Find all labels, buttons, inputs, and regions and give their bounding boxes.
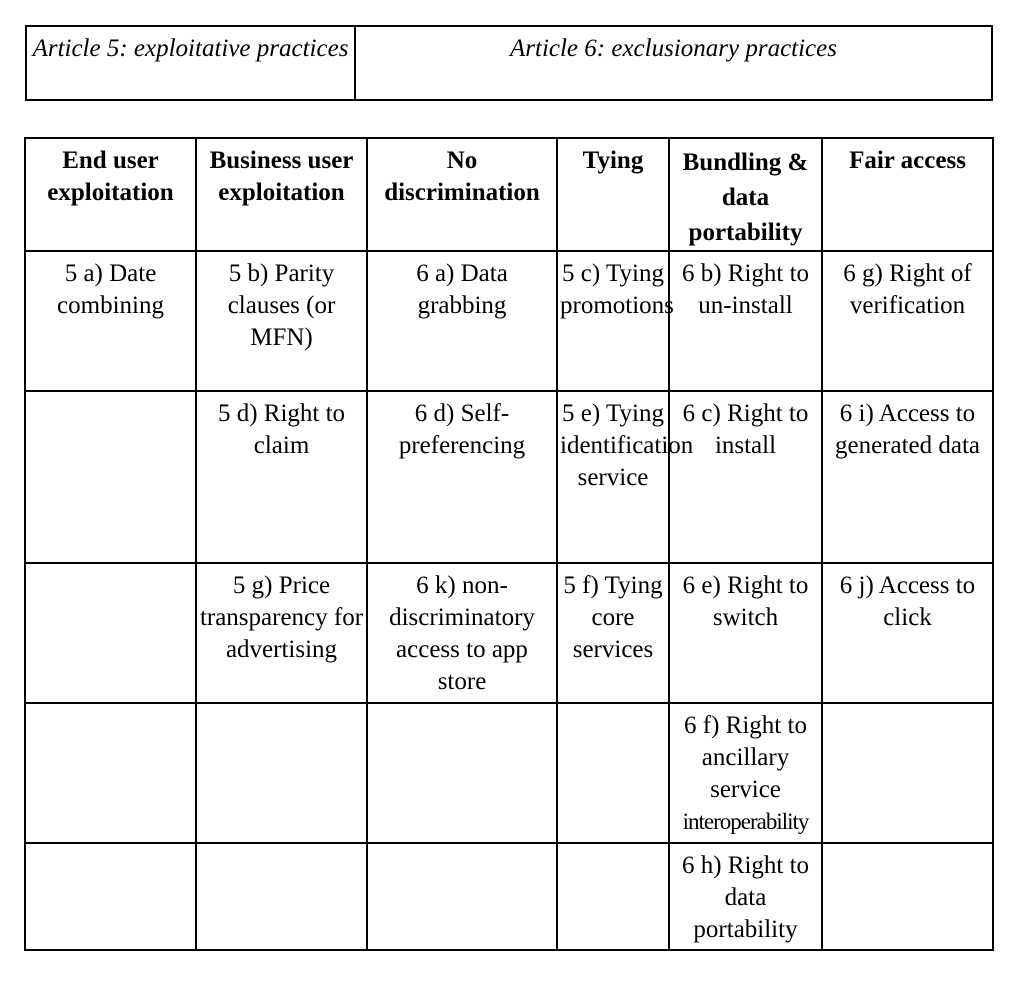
table-cell <box>196 703 367 843</box>
table-cell: 6 i) Access to generated data <box>822 391 993 563</box>
table-cell: 6 e) Right to switch <box>669 563 822 703</box>
table-row <box>25 843 993 950</box>
table-cell <box>25 703 196 843</box>
table-cell: 5 c) Tying promotions <box>557 251 669 391</box>
table-cell: 6 d) Self-preferencing <box>367 391 557 563</box>
table-row <box>25 251 993 391</box>
header-no-discrimination: No discrimination <box>367 138 557 251</box>
article-5-header: Article 5: exploitative practices <box>26 26 355 100</box>
table-cell: 6 b) Right to un-install <box>669 251 822 391</box>
table-cell: 5 d) Right to claim <box>196 391 367 563</box>
table-cell <box>557 703 669 843</box>
table-cell: 5 b) Parity clauses (or MFN) <box>196 251 367 391</box>
table-cell <box>25 391 196 563</box>
header-fair-access: Fair access <box>822 138 993 251</box>
table-cell: 6 f) Right to ancillary service interoperability <box>669 703 822 843</box>
header-end-user-exploitation: End user exploitation <box>25 138 196 251</box>
table-cell <box>822 843 993 950</box>
header-row <box>25 138 993 251</box>
header-business-user-exploitation: Business user exploitation <box>196 138 367 251</box>
table-row <box>25 703 993 843</box>
cell-text-tail: interoperability <box>682 809 809 834</box>
table-cell: 6 k) non-discriminatory access to app store <box>367 563 557 703</box>
article-header-row <box>26 26 992 100</box>
table-cell <box>557 843 669 950</box>
article-header-table <box>25 25 993 101</box>
article-6-header: Article 6: exclusionary practices <box>355 26 992 100</box>
table-cell <box>196 843 367 950</box>
table-cell: 6 g) Right of verification <box>822 251 993 391</box>
table-cell: 6 h) Right to data portability <box>669 843 822 950</box>
table-cell: 5 e) Tying identification service <box>557 391 669 563</box>
table-row <box>25 563 993 703</box>
table-row <box>25 391 993 563</box>
header-bundling-data-portability: Bundling & data portability <box>669 138 822 251</box>
practices-table <box>24 137 994 951</box>
table-cell <box>367 843 557 950</box>
table-cell <box>25 563 196 703</box>
table-cell: 6 a) Data grabbing <box>367 251 557 391</box>
table-cell <box>822 703 993 843</box>
table-cell <box>367 703 557 843</box>
header-tying: Tying <box>557 138 669 251</box>
table-cell: 5 a) Date combining <box>25 251 196 391</box>
table-cell <box>25 843 196 950</box>
table-cell: 5 f) Tying core services <box>557 563 669 703</box>
table-cell: 6 j) Access to click <box>822 563 993 703</box>
table-cell: 6 c) Right to install <box>669 391 822 563</box>
table-cell: 5 g) Price transparency for advertising <box>196 563 367 703</box>
